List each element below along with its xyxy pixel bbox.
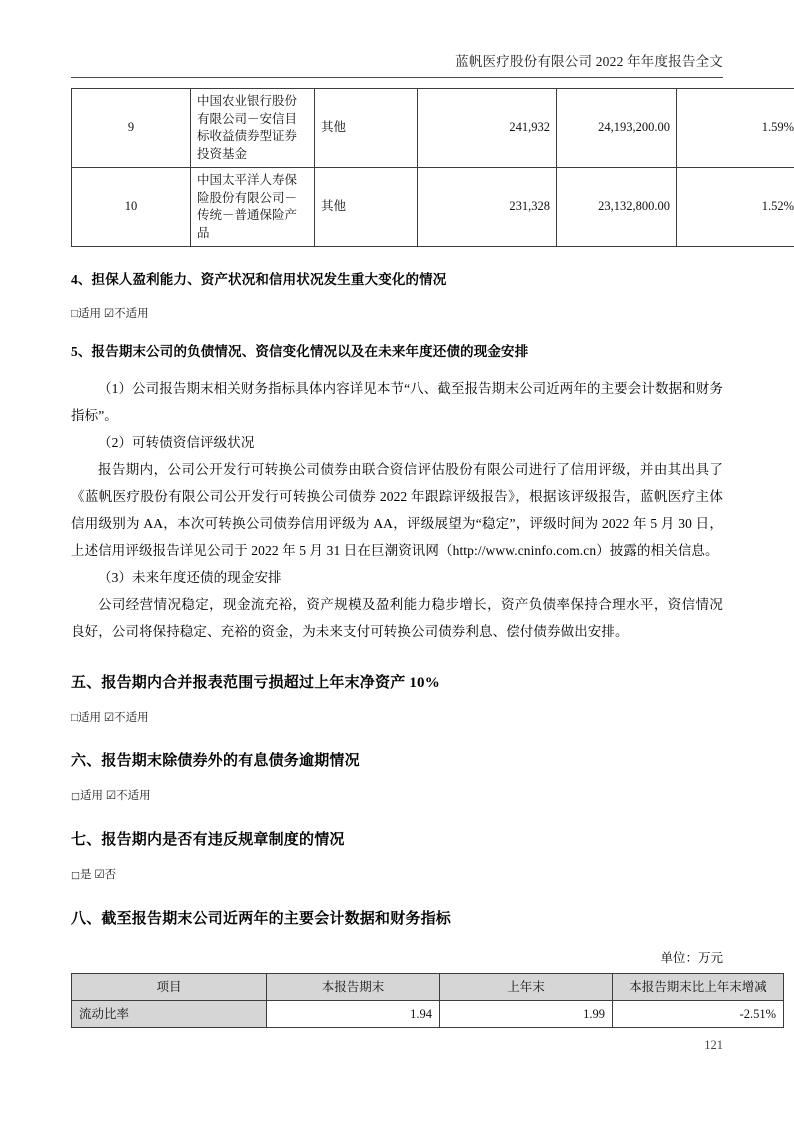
financial-value-change: -2.51% (613, 1001, 784, 1028)
table-row (72, 168, 794, 247)
table-row (72, 89, 794, 168)
column-header-previous: 上年末 (440, 974, 613, 1001)
financial-value-current: 1.94 (267, 1001, 440, 1028)
section-roman-7-heading: 七、报告期内是否有违反规章制度的情况 (71, 832, 345, 848)
section-5-item-2-body: 报告期内，公司公开发行可转换公司债券由联合资信评估股份有限公司进行了信用评级，并由其出具了《蓝帆医疗股份有限公司公开发行可转换公司债券 2022 年跟踪评级报告》，根据该评级报告，蓝帆医疗主体信用级别为 AA，本次可转换公司债券信用评级为 AA，评级展望为“稳定”，评级时间为 2022 年 5 月 30 日，上述信用评级报告详见公司于 2022 年 5 月 31 日在巨潮资讯网（http://www.cninfo.com.cn）披露的相关信息。 (71, 462, 723, 558)
section-5-heading: 5、报告期末公司的负债情况、资信变化情况以及在未来年度还债的现金安排 (71, 344, 529, 359)
section-roman-6-heading: 六、报告期末除债券外的有息债务逾期情况 (71, 753, 360, 769)
financial-item-name: 流动比率 (72, 1001, 267, 1028)
holder-quantity: 231,328 (418, 168, 557, 247)
section-roman-5-applicability: □适用 ☑不适用 (71, 712, 149, 724)
holder-name: 中国太平洋人寿保险股份有限公司－传统－普通保险产品 (191, 168, 315, 247)
section-roman-8-heading: 八、截至报告期末公司近两年的主要会计数据和财务指标 (71, 911, 452, 927)
header-divider (71, 77, 723, 78)
section-roman-7-applicability: □是 ☑否 (71, 869, 117, 881)
section-5-item-3-body: 公司经营情况稳定，现金流充裕，资产规模及盈利能力稳步增长，资产负债率保持合理水平，资信情况良好，公司将保持稳定、充裕的资金，为未来支付可转换公司债券利息、偿付债券做出安排。 (71, 597, 723, 639)
section-roman-5-heading: 五、报告期内合并报表范围亏损超过上年末净资产 10% (71, 675, 440, 691)
holder-amount: 24,193,200.00 (557, 89, 677, 168)
table-row (72, 1001, 784, 1028)
column-header-current: 本报告期末 (267, 974, 440, 1001)
section-roman-6-applicability: □适用 ☑不适用 (71, 790, 151, 802)
bond-holders-table (71, 88, 794, 247)
section-5-item-3-title: （3）未来年度还债的现金安排 (98, 570, 282, 585)
checkbox-unchecked-icon: □ (71, 870, 80, 881)
table-header-row (72, 974, 784, 1001)
financial-value-previous: 1.99 (440, 1001, 613, 1028)
section-4-heading: 4、担保人盈利能力、资产状况和信用状况发生重大变化的情况 (71, 272, 447, 287)
holder-name: 中国农业银行股份有限公司－安信目标收益债券型证券投资基金 (191, 89, 315, 168)
section-5-item-2-title: （2）可转债资信评级状况 (98, 435, 255, 450)
holder-percent: 1.59% (677, 89, 794, 168)
checkbox-unchecked-icon: □ (71, 791, 80, 802)
page-content (71, 88, 794, 1028)
holder-amount: 23,132,800.00 (557, 168, 677, 247)
holder-type: 其他 (315, 89, 418, 168)
holder-percent: 1.52% (677, 168, 794, 247)
page-header: 蓝帆医疗股份有限公司 2022 年年度报告全文 (455, 54, 723, 69)
holder-index: 9 (72, 89, 191, 168)
holder-quantity: 241,932 (418, 89, 557, 168)
holder-type: 其他 (315, 168, 418, 247)
financial-table-unit: 单位：万元 (660, 951, 723, 965)
page-number: 121 (704, 1038, 723, 1052)
financial-indicators-table (71, 973, 784, 1028)
section-5-item-1: （1）公司报告期末相关财务指标具体内容详见本节“八、截至报告期末公司近两年的主要会计数据和财务指标”。 (71, 381, 723, 423)
column-header-change: 本报告期末比上年末增减 (613, 974, 784, 1001)
holder-index: 10 (72, 168, 191, 247)
column-header-item: 项目 (72, 974, 267, 1001)
section-4-applicability: □适用 ☑不适用 (71, 308, 149, 320)
